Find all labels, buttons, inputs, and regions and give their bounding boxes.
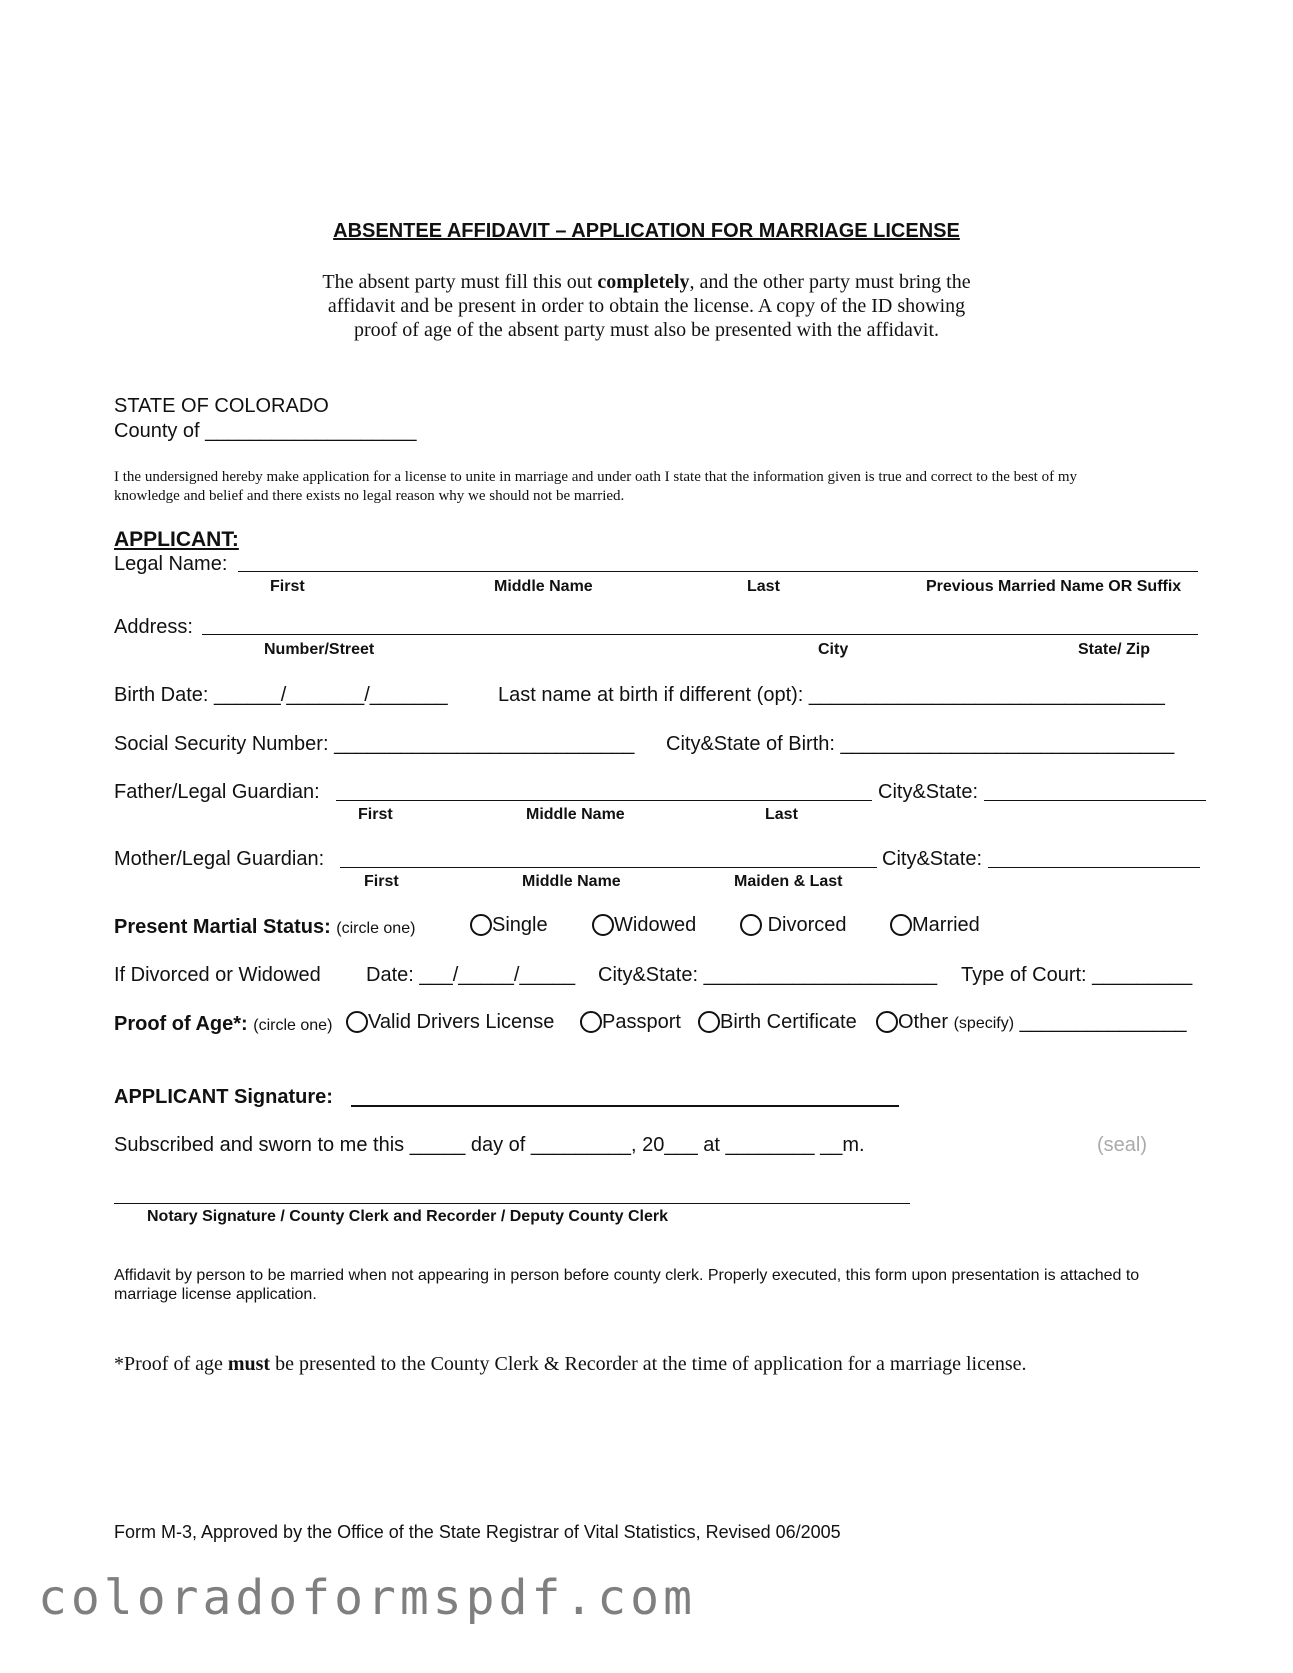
proof-note-pre: *Proof of age	[114, 1353, 228, 1375]
divorced-label: If Divorced or Widowed	[114, 964, 321, 986]
radio-circle-icon	[580, 1011, 602, 1033]
legal-name-sub-last: Last	[747, 578, 780, 595]
applicant-signature-line[interactable]	[351, 1105, 899, 1107]
mother-sub-middle: Middle Name	[522, 873, 621, 890]
legal-name-sub-first: First	[270, 578, 305, 595]
legal-name-label: Legal Name:	[114, 553, 228, 575]
proof-other-blank[interactable]: _______________	[1019, 1011, 1187, 1033]
father-sub-first: First	[358, 806, 393, 823]
applicant-signature-label: APPLICANT Signature:	[114, 1086, 333, 1108]
legal-name-sub-previous: Previous Married Name OR Suffix	[926, 578, 1182, 595]
notary-signature-line[interactable]	[114, 1203, 910, 1204]
proof-note-bold: must	[227, 1353, 271, 1375]
proof-option-birth-certificate[interactable]	[698, 1011, 857, 1034]
proof-of-age-note	[114, 1353, 1027, 1376]
marital-option-single-label: Single	[492, 914, 548, 936]
proof-option-drivers-license-label: Valid Drivers License	[368, 1011, 555, 1033]
seal-placeholder: (seal)	[1097, 1134, 1148, 1156]
applicant-heading: APPLICANT:	[114, 528, 239, 551]
marital-status-row	[114, 916, 415, 939]
affidavit-note-line-2: marriage license application.	[114, 1286, 317, 1303]
proof-option-passport-label: Passport	[602, 1011, 681, 1033]
address-label: Address:	[114, 616, 193, 638]
mother-city-state-line[interactable]	[988, 867, 1200, 868]
county-field[interactable]: County of ___________________	[114, 420, 417, 442]
intro-line3: proof of age of the absent party must also be presented with the affidavit.	[353, 319, 939, 341]
divorced-date-field[interactable]: Date: ___/_____/_____	[366, 964, 576, 986]
sworn-statement[interactable]: Subscribed and sworn to me this _____ day of _________, 20___ at ________ __m.	[114, 1134, 865, 1156]
father-sub-middle: Middle Name	[526, 806, 625, 823]
intro-line1-bold: completely	[597, 271, 690, 293]
oath-line-2: knowledge and belief and there exists no legal reason why we should not be married.	[114, 488, 625, 504]
marital-option-divorced[interactable]	[740, 914, 846, 937]
father-label: Father/Legal Guardian:	[114, 781, 320, 803]
radio-circle-icon	[470, 914, 492, 936]
type-of-court-field[interactable]: Type of Court: _________	[961, 964, 1193, 986]
father-city-state-label: City&State:	[878, 781, 979, 803]
legal-name-sub-middle: Middle Name	[494, 578, 593, 595]
marital-status-label: Present Martial Status:	[114, 916, 331, 938]
notary-caption: Notary Signature / County Clerk and Recorder / Deputy County Clerk	[147, 1208, 668, 1225]
ssn-field[interactable]: Social Security Number: ___________________________	[114, 733, 635, 755]
father-sub-last: Last	[765, 806, 798, 823]
marital-option-divorced-label: Divorced	[767, 914, 847, 936]
address-sub-statezip: State/ Zip	[1078, 641, 1151, 658]
proof-option-birth-certificate-label: Birth Certificate	[720, 1011, 857, 1033]
radio-circle-icon	[890, 914, 912, 936]
proof-option-drivers-license[interactable]	[346, 1011, 554, 1034]
intro-paragraph	[0, 270, 1293, 342]
mother-name-line[interactable]	[340, 867, 877, 868]
proof-option-other-label: Other	[898, 1011, 949, 1033]
mother-city-state-label: City&State:	[882, 848, 983, 870]
intro-line2: affidavit and be present in order to obtain the license. A copy of the ID showing	[327, 295, 966, 317]
watermark: coloradoformspdf.com	[38, 1570, 696, 1626]
legal-name-line[interactable]	[238, 571, 1198, 572]
proof-of-age-label: Proof of Age*:	[114, 1013, 248, 1035]
affidavit-note-line-1: Affidavit by person to be married when not appearing in person before county clerk. Properly executed, this form upon presentation is attached to	[114, 1267, 1140, 1284]
address-sub-city: City	[818, 641, 849, 658]
birth-date-field[interactable]: Birth Date: ______/_______/_______	[114, 684, 448, 706]
radio-circle-icon	[346, 1011, 368, 1033]
state-line: STATE OF COLORADO	[114, 395, 329, 417]
father-name-line[interactable]	[336, 800, 872, 801]
radio-circle-icon	[592, 914, 614, 936]
last-name-at-birth-field[interactable]: Last name at birth if different (opt): ________________________________	[498, 684, 1165, 706]
mother-sub-maiden: Maiden & Last	[734, 873, 843, 890]
oath-line-1: I the undersigned hereby make application for a license to unite in marriage and under oath I state that the information given is true and correct to the best of my	[114, 469, 1078, 485]
marital-option-married-label: Married	[912, 914, 980, 936]
marital-option-married[interactable]	[890, 914, 980, 937]
intro-line1-pre: The absent party must fill this out	[322, 271, 598, 293]
father-city-state-line[interactable]	[984, 800, 1206, 801]
proof-of-age-hint: (circle one)	[253, 1017, 333, 1034]
radio-circle-icon	[740, 914, 762, 936]
form-footer: Form M-3, Approved by the Office of the State Registrar of Vital Statistics, Revised 06/2005	[114, 1522, 841, 1542]
proof-note-post: be presented to the County Clerk & Recorder at the time of application for a marriage license.	[270, 1353, 1027, 1375]
divorced-city-state-field[interactable]: City&State: _____________________	[598, 964, 938, 986]
radio-circle-icon	[698, 1011, 720, 1033]
marital-option-widowed[interactable]	[592, 914, 696, 937]
proof-option-passport[interactable]	[580, 1011, 681, 1034]
marital-option-widowed-label: Widowed	[614, 914, 697, 936]
marital-status-hint: (circle one)	[336, 920, 416, 937]
proof-of-age-row	[114, 1013, 332, 1036]
proof-other-specify: (specify)	[953, 1015, 1015, 1032]
address-sub-street: Number/Street	[264, 641, 375, 658]
mother-label: Mother/Legal Guardian:	[114, 848, 325, 870]
radio-circle-icon	[876, 1011, 898, 1033]
form-title: ABSENTEE AFFIDAVIT – APPLICATION FOR MARRIAGE LICENSE	[333, 220, 960, 242]
marital-option-single[interactable]	[470, 914, 548, 937]
city-state-birth-field[interactable]: City&State of Birth: ______________________________	[666, 733, 1175, 755]
address-line[interactable]	[202, 634, 1198, 635]
mother-sub-first: First	[364, 873, 399, 890]
proof-option-other[interactable]	[876, 1011, 1186, 1034]
intro-line1-post: , and the other party must bring the	[689, 271, 971, 293]
